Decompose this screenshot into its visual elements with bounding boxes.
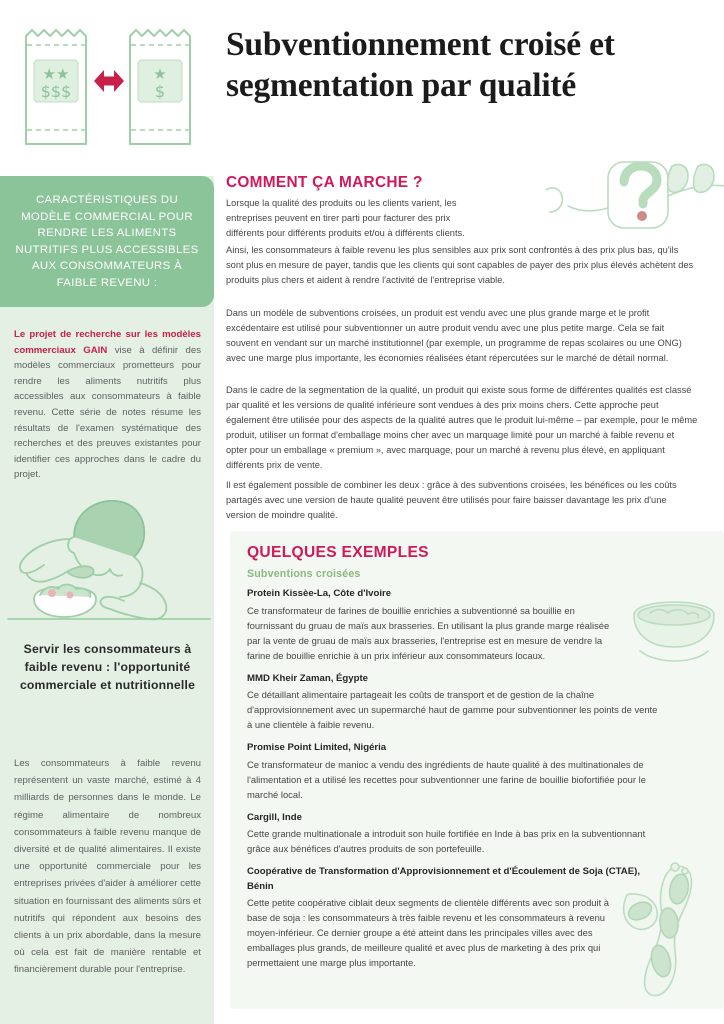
main-paragraph-5: Il est également possible de combiner les deux : grâce à des subventions croisées, les bénéfices ou les coûts partagés avec une version de haute qualité peuvent être utilisés pour faire baisser davantage les prix d'une version de moindre qualité.	[226, 480, 677, 521]
example-name: Promise Point Limited, Nigéria	[247, 742, 387, 753]
example-item	[247, 741, 652, 802]
svg-text:$: $	[154, 82, 166, 101]
soybean-pods-illustration	[619, 861, 724, 1001]
main-paragraph-4: Dans le cadre de la segmentation de la qualité, un produit qui existe sous forme de différentes qualités est classé par qualité et les versions de qualité inférieure sont vendues à des prix moins chers. Cette approche peut également être utilisée pour des aspects de la qualité autres que le produit lui-même – par exemple, pour le même produit, utiliser un format d'emballage moins cher avec un marquage limité pour un marché à faible revenu et opter pour un emballage « premium », avec marquage, pour un marché à revenu plus élevé, en appliquant différents prix de vente.	[226, 385, 698, 471]
question-mark-decoration-icon	[546, 160, 724, 232]
example-item	[247, 811, 652, 857]
sidebar-intro-paragraph	[14, 327, 201, 483]
page-title: Subventionnement croisé et segmentation par qualité	[226, 26, 615, 104]
svg-text:$$$: $$$	[40, 82, 72, 101]
examples-list	[247, 587, 658, 979]
sidebar-subheading: Servir les consommateurs à faible revenu : l'opportunité commerciale et nutritionnelle	[19, 642, 196, 692]
examples-title: QUELQUES EXEMPLES	[247, 544, 429, 561]
examples-panel	[230, 531, 724, 1009]
example-name: MMD Kheir Zaman, Égypte	[247, 672, 369, 684]
examples-subtitle: Subventions croisées	[247, 568, 361, 580]
main-content	[226, 0, 724, 1024]
example-name: Protein Kissèe-La, Côte d'Ivoire	[247, 588, 392, 599]
svg-text:★★: ★★	[42, 65, 70, 83]
svg-text:★: ★	[153, 65, 167, 83]
sidebar-body-paragraph: Les consommateurs à faible revenu représentent un vaste marché, estimé à 4 milliards de personnes dans le monde. Le régime alimentaire de nombreux consommateurs à faible revenu manque de diversité et de qualité alimentaires. Il existe une opportunité commerciale pour les entreprises privées d'aider à améliorer cette situation en fournissant des aliments sûrs et nutritifs qui répondent aux besoins des clients à un prix abordable, dans la mesure où cela est fait de manière rentable et financièrement durable pour l'entreprise.	[14, 758, 201, 976]
child-eating-illustration	[4, 495, 214, 635]
example-name: Cargill, Inde	[247, 811, 302, 823]
sidebar	[0, 0, 214, 1024]
example-item	[247, 587, 652, 663]
example-name: Coopérative de Transformation d'Approvisionnement et d'Écoulement de Soja (CTAE), Bénin	[247, 866, 640, 892]
example-description: Ce transformateur de farines de bouillie enrichies a subventionné sa bouillie en fournissant du gruau de maïs aux brasseries. En utilisant la plus grande marge réalisée par la vente de gruau de maïs aux brasseries, l'entreprise est en mesure de vendre la farine de bouillie enrichie à un prix inférieur aux consommateurs locaux.	[247, 604, 610, 661]
example-description: Ce transformateur de manioc a vendu des ingrédients de haute qualité à des multinationales de l'alimentation et a utilisé les recettes pour subventionner une farine de bouillie biofortifiée pour le marché local.	[247, 758, 646, 800]
example-description: Cette grande multinationale a introduit son huile fortifiée en Inde à bas prix en la subventionnant grâce aux bénéfices d'autres produits de son portefeuille.	[247, 828, 646, 854]
section-heading-how-it-works: COMMENT ÇA MARCHE ?	[226, 174, 423, 191]
example-description: Ce détaillant alimentaire partageait les coûts de transport et de gestion de la chaîne d'approvisionnement avec un supermarché haut de gamme pour subventionner les points de vente à une clientèle à faible revenu.	[247, 689, 658, 730]
example-description: Cette petite coopérative ciblait deux segments de clientèle différents avec son produit à base de soja : les consommateurs à très faible revenu et les consommateurs à revenu moyen-inférieur. Ce dernier groupe a été atteint dans les principales villes avec des emballages plus grands, de meilleure qualité et avec plus de marketing à des prix qui permettaient une marge plus importante.	[247, 897, 610, 968]
sidebar-intro-rest: vise à définir des modèles commerciaux prometteurs pour rendre les aliments nutritifs plus accessibles aux consommateurs à faible revenu. Cette série de notes résume les résultats de l'examen systématique des recherches et des preuves existantes pour identifier ces approches dans le cadre du projet.	[14, 344, 201, 481]
two-food-packets-comparison-illustration	[8, 18, 208, 158]
sidebar-intro-bold: Le projet de recherche sur les modèles commerciaux GAIN	[14, 329, 201, 356]
example-item	[247, 865, 652, 970]
main-paragraph-1: Lorsque la qualité des produits ou les clients varient, les entreprises peuvent en tirer parti pour facturer des prix différents pour différents produits et/ou à différents clients.	[226, 198, 465, 239]
double-arrow-icon	[94, 70, 124, 92]
main-paragraph-3: Dans un modèle de subventions croisées, un produit est vendu avec une plus grande marge et le profit excédentaire est utilisé pour subventionner un autre produit vendu avec une plus petite marge. Cela se fait souvent en vendant sur un marché institutionnel (par exemple, un programme de repas scolaires ou une ONG) avec une marge plus importante, les économies réalisées étant répercutées sur le marché de détail normal.	[226, 308, 682, 364]
example-item	[247, 672, 658, 733]
main-paragraph-2: Ainsi, les consommateurs à faible revenu les plus sensibles aux prix sont confrontés à des prix plus bas, qu'ils sont plus en mesure de payer, tandis que les clients qui sont capables de payer des prix plus élevés achètent des produits plus chers et aident à rendre l'activité de l'entreprise viable.	[226, 245, 694, 286]
sidebar-green-header: CARACTÉRISTIQUES DU MODÈLE COMMERCIAL POUR RENDRE LES ALIMENTS NUTRITIFS PLUS ACCESSIBLES AUX CONSOMMATEURS À FAIBLE REVENU :	[0, 176, 214, 307]
